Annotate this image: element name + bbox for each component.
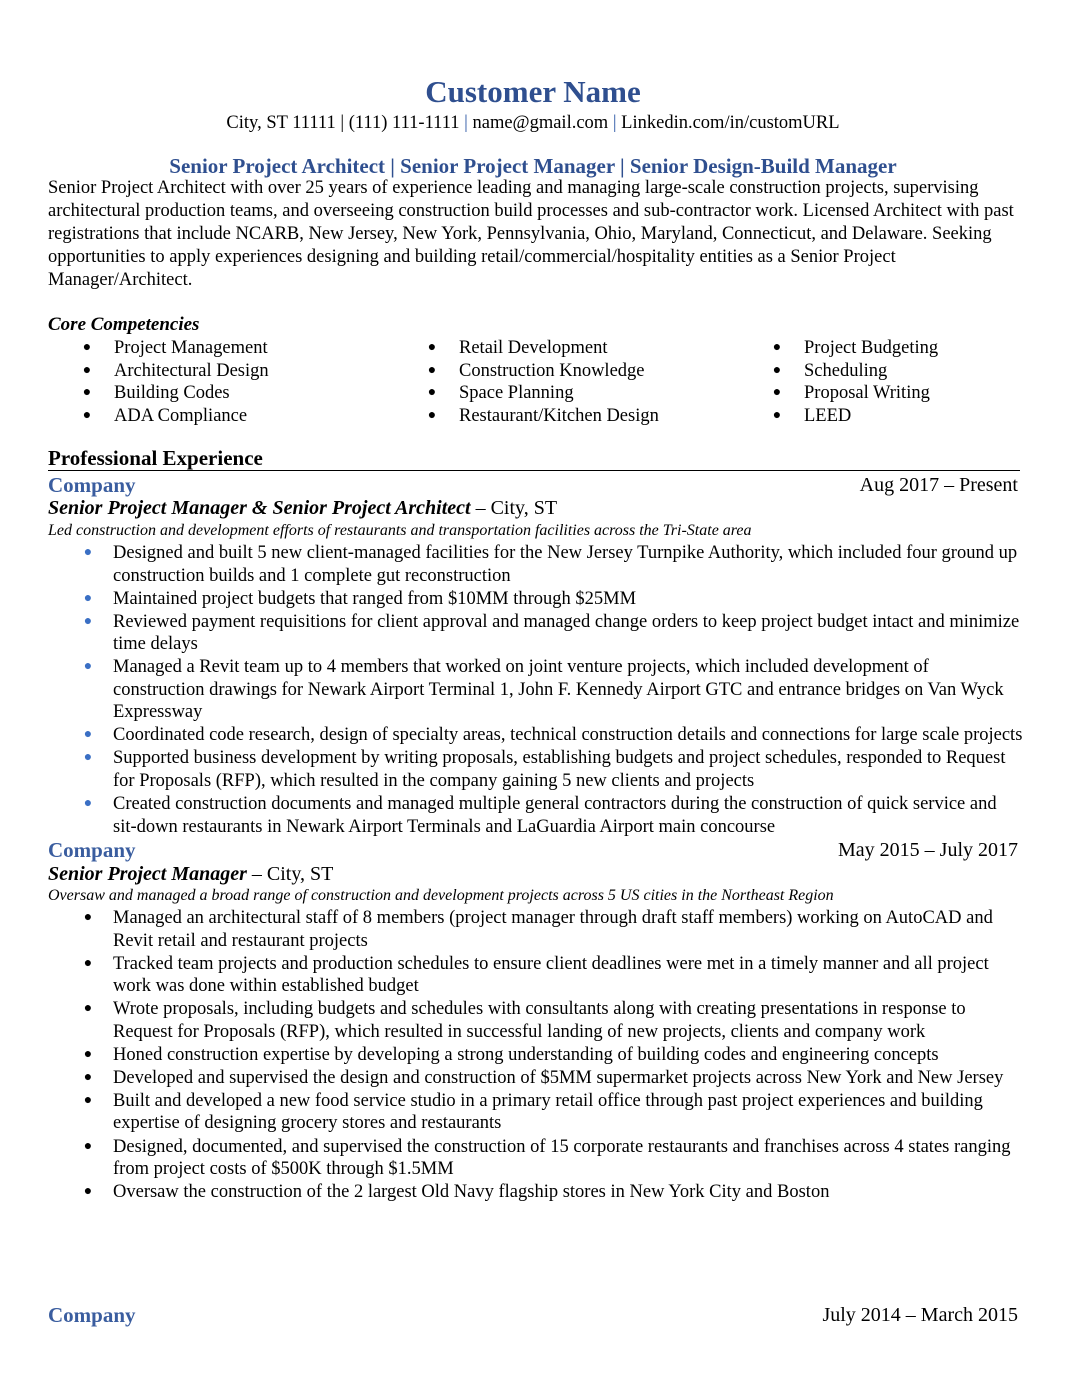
competency-item: ● Space Planning [427,383,574,403]
bullet-icon: ● [83,659,93,675]
contact-email[interactable]: name@gmail.com [472,113,609,133]
bullet-icon: ● [83,727,93,743]
bullet-icon: ● [83,1001,93,1017]
candidate-name: Customer Name [425,74,641,109]
bullet-icon: ● [83,910,93,925]
job-dates: Aug 2017 – Present [859,474,1018,496]
contact-location: City, ST 11111 [226,113,336,133]
bullet-icon: ● [83,955,93,971]
job-company: Company [48,1303,136,1327]
competency-item: ● LEED [772,405,852,426]
bullet-icon: ● [772,407,782,423]
bullet-icon: ● [83,1138,93,1154]
job-title: Senior Project Manager [48,863,247,885]
bullet-icon: ● [82,385,92,400]
job-company: Company [48,473,136,497]
list-item: ● Built and developed a new food service studio in a primary retail office through past project experiences and building expertise of designing grocery stores and restaurants [83,1090,983,1134]
competency-item: ● ADA Compliance [82,405,248,426]
list-item: ● Created construction documents and managed multiple general contractors during the construction of quick service and sit-down restaurants in Newark Airport Terminals and LaGuardia Airport main concourse [83,794,997,837]
list-item: ● Coordinated code research, design of specialty areas, technical construction details and connections for large scale projects [83,725,1023,746]
list-item: ● Supported business development by writing proposals, establishing budgets and project schedules, responded to Request for Proposals (RFP), which resulted in the company gaining 5 new clients and projects [83,748,1006,791]
bullet-icon: ● [772,362,782,378]
job-role-line [48,862,333,886]
professional-experience-heading: Professional Experience [48,446,263,470]
contact-linkedin[interactable]: Linkedin.com/in/customURL [621,113,840,133]
core-competencies-heading: Core Competencies [48,314,200,335]
bullet-icon: ● [83,613,93,629]
contact-separator: | [340,113,345,133]
competency-item: ● Project Budgeting [772,338,939,358]
job-company: Company [48,838,136,862]
competency-item: ● Scheduling [772,360,888,381]
list-item: ● Maintained project budgets that ranged from $10MM through $25MM [83,588,637,609]
bullet-icon: ● [83,796,93,812]
job-role-line [48,496,557,520]
job-location: – City, ST [470,497,558,519]
list-item: ● Reviewed payment requisitions for client approval and managed change orders to keep project budget intact and minimize time delays [83,611,1020,655]
bullet-icon: ● [83,750,93,766]
job-location: – City, ST [246,863,334,885]
job-dates: July 2014 – March 2015 [822,1304,1018,1326]
bullet-icon: ● [83,1184,93,1200]
competency-item: ● Architectural Design [82,360,269,381]
job-dates: May 2015 – July 2017 [838,839,1018,861]
list-item: ● Designed, documented, and supervised the construction of 15 corporate restaurants and franchises across 4 states ranging from project costs of $500K through $1.5MM [83,1136,1011,1180]
competency-item: ● Retail Development [427,338,608,358]
list-item: ● Tracked team projects and production schedules to ensure client deadlines were met in a timely manner and all project work was done within established budget [83,953,989,997]
competency-item: ● Project Management [82,338,268,358]
summary-paragraph: Senior Project Architect with over 25 years of experience leading and managing large-scale construction projects, supervising architectural production teams, and overseeing construction build processes and sub-contractor work. Licensed Architect with past registrations that include NCARB, New Jersey, New York, Pennsylvania, Ohio, Maryland, Connecticut, and Delaware. Seeking opportunities to apply experiences designing and building retail/commercial/hospitality entities as a Senior Project Manager/Architect. [48,178,1014,290]
list-item: ● Managed an architectural staff of 8 members (project manager through draft staff members) working on AutoCAD and Revit retail and restaurant projects [83,908,993,951]
contact-separator: | [464,113,468,133]
contact-separator: | [612,113,617,133]
bullet-icon: ● [427,340,437,355]
job-bullets [48,907,1023,1204]
job-title: Senior Project Manager & Senior Project Architect [48,497,471,519]
competencies-column-2 [426,337,726,427]
list-item: ● Wrote proposals, including budgets and schedules with consultants along with creating presentations in response to Request for Proposals (RFP), which resulted in successful landing of new projects, clients and company work [83,999,966,1042]
job-description: Oversaw and managed a broad range of construction and development projects across 5 US cities in the Northeast Region [48,887,834,904]
competency-item: ● Restaurant/Kitchen Design [427,405,659,426]
bullet-icon: ● [83,1046,93,1062]
job-description: Led construction and development efforts of restaurants and transportation facilities across the Tri-State area [48,522,752,539]
competency-item: ● Proposal Writing [772,383,930,403]
contact-phone: (111) 111-1111 [348,113,460,133]
competency-item: ● Construction Knowledge [427,360,645,381]
bullet-icon: ● [772,385,782,400]
list-item: ● Managed a Revit team up to 4 members that worked on joint venture projects, which included development of construction drawings for Newark Airport Terminal 1, John F. Kennedy Airport GTC and entrance bridges on Van Wyck Expressway [83,657,1004,723]
bullet-icon: ● [82,407,92,423]
headline-titles: Senior Project Architect | Senior Project Manager | Senior Design-Build Manager [169,154,897,178]
list-item: ● Designed and built 5 new client-managed facilities for the New Jersey Turnpike Authority, which included four ground up construction builds and 1 complete gut reconstruction [83,543,1018,586]
bullet-icon: ● [82,340,92,355]
bullet-icon: ● [427,385,437,400]
bullet-icon: ● [83,1092,93,1108]
bullet-icon: ● [83,1069,93,1085]
bullet-icon: ● [83,590,93,606]
bullet-icon: ● [82,362,92,378]
bullet-icon: ● [427,407,437,423]
bullet-icon: ● [83,545,93,560]
competencies-column-3 [771,337,1066,427]
bullet-icon: ● [772,340,782,355]
competencies-column-1 [81,337,381,427]
list-item: ● Developed and supervised the design and construction of $5MM supermarket projects across New York and New Jersey [83,1067,1004,1088]
list-item: ● Honed construction expertise by developing a strong understanding of building codes and engineering concepts [83,1044,939,1065]
bullet-icon: ● [427,362,437,378]
contact-line [0,111,1066,135]
list-item: ● Oversaw the construction of the 2 largest Old Navy flagship stores in New York City and Boston [83,1182,830,1203]
job-bullets [48,542,1023,839]
section-divider [48,470,1020,471]
competency-item: ● Building Codes [82,383,230,403]
